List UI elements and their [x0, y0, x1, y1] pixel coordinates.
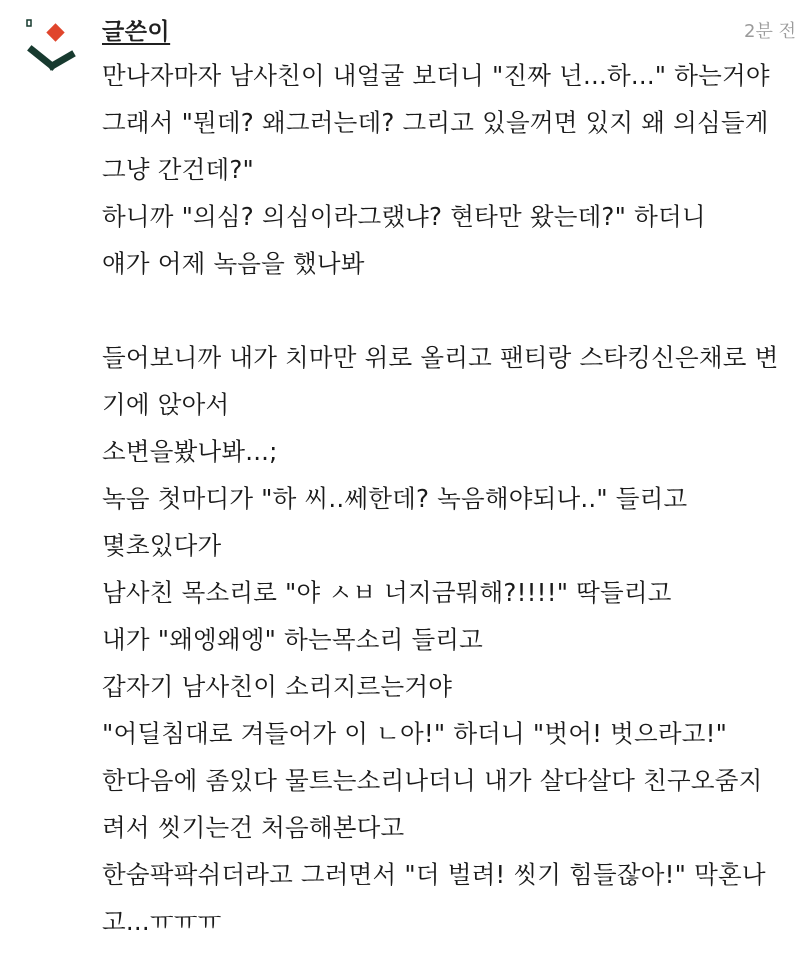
comment-line: 남사친 목소리로 "야 ㅅㅂ 너지금뭐해?!!!!" 딱들리고 [102, 578, 672, 607]
diamond-logo-icon [22, 18, 82, 80]
comment-line: 려서 씻기는건 처음해본다고 [102, 813, 405, 842]
comment-line: 한숨팍팍쉬더라고 그러면서 "더 벌려! 씻기 힘들잖아!" 막혼나 [102, 860, 766, 889]
comment-line: 한다음에 좀있다 물트는소리나더니 내가 살다살다 친구오줌지 [102, 766, 763, 795]
author-name[interactable]: 글쓴이 [102, 19, 171, 45]
comment-line: 내가 "왜엥왜엥" 하는목소리 들리고 [102, 625, 484, 654]
comment-line: 갑자기 남사친이 소리지르는거야 [102, 672, 453, 701]
comment-line: 그래서 "뭔데? 왜그러는데? 그리고 있을꺼면 있지 왜 의심들게 [102, 108, 769, 137]
blank-line [102, 287, 802, 334]
comment-line: 그냥 간건데?" [102, 155, 254, 184]
comment-line: "어딜침대로 겨들어가 이 ㄴ아!" 하더니 "벗어! 벗으라고!" [102, 719, 728, 748]
comment-line: 만나자마자 남사친이 내얼굴 보더니 "진짜 넌...하..." 하는거야 [102, 61, 770, 90]
avatar[interactable] [22, 18, 82, 80]
comment-body [102, 52, 802, 945]
comment-line: 하니까 "의심? 의심이라그랬냐? 현타만 왔는데?" 하더니 [102, 202, 706, 231]
comment-line: 고...ㅠㅠㅠ [102, 907, 222, 936]
comment-timestamp: 2분 전 [744, 21, 796, 42]
comment-line: 몇초있다가 [102, 531, 222, 560]
comment-line: 소변을봤나봐...; [102, 437, 278, 466]
comment-line: 얘가 어제 녹음을 했나봐 [102, 249, 365, 278]
comment-line: 기에 앉아서 [102, 390, 230, 419]
comment-line: 녹음 첫마디가 "하 씨..쎄한데? 녹음해야되나.." 들리고 [102, 484, 688, 513]
comment-line: 들어보니까 내가 치마만 위로 올리고 팬티랑 스타킹신은채로 변 [102, 343, 779, 372]
